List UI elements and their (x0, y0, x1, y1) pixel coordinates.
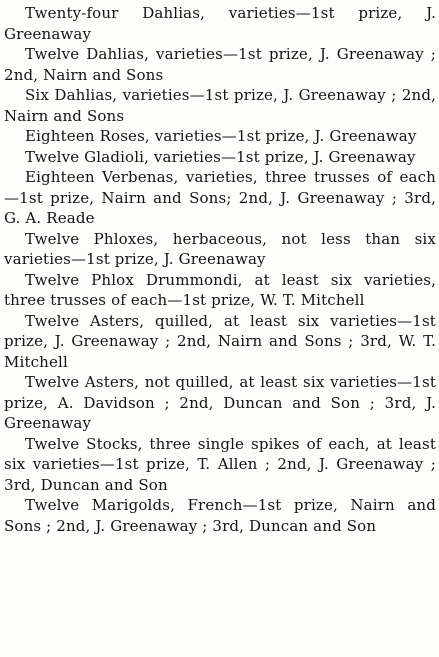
prize-list-entry-asters-not-quilled: Twelve Asters, not quilled, at least six varieties—1st prize, A. Davidson ; 2nd, Duncan and Son ; 3rd, J. Greenaway (4, 373, 436, 432)
prize-list-entry-asters-quilled: Twelve Asters, quilled, at least six varieties—1st prize, J. Greenaway ; 2nd, Nairn and Sons ; 3rd, W. T. Mitchell (4, 311, 436, 371)
prize-list-entry-dahlias-6: Six Dahlias, varieties—1st prize, J. Greenaway ; 2nd, Nairn and Sons (4, 86, 436, 125)
prize-list-entry-phlox-drummondi: Twelve Phlox Drummondi, at least six varieties, three trusses of each—1st prize, W. T. Mitchell (4, 270, 436, 309)
prize-list-entry-phloxes: Twelve Phloxes, herbaceous, not less than six varieties—1st prize, J. Greenaway (4, 229, 436, 268)
prize-list-entry-stocks: Twelve Stocks, three single spikes of each, at least six varieties—1st prize, T. Allen ; 2nd, J. Greenaway ; 3rd, Duncan and Son (4, 434, 436, 494)
prize-list-entry-dahlias-12: Twelve Dahlias, varieties—1st prize, J. Greenaway ; 2nd, Nairn and Sons (4, 45, 436, 84)
prize-list-entry-gladioli: Twelve Gladioli, varieties—1st prize, J. Greenaway (25, 147, 416, 166)
prize-list-entry-dahlias-24: Twenty-four Dahlias, varieties—1st prize, J. Greenaway (4, 4, 436, 43)
prize-list-entry-roses: Eighteen Roses, varieties—1st prize, J. Greenaway (25, 127, 417, 145)
prize-list-entry-marigolds: Twelve Marigolds, French—1st prize, Nairn and Sons ; 2nd, J. Greenaway ; 3rd, Duncan and Son (4, 496, 436, 535)
prize-list-entry-verbenas: Eighteen Verbenas, varieties, three trusses of each—1st prize, Nairn and Sons; 2nd, J. Greenaway ; 3rd, G. A. Reade (4, 168, 436, 227)
